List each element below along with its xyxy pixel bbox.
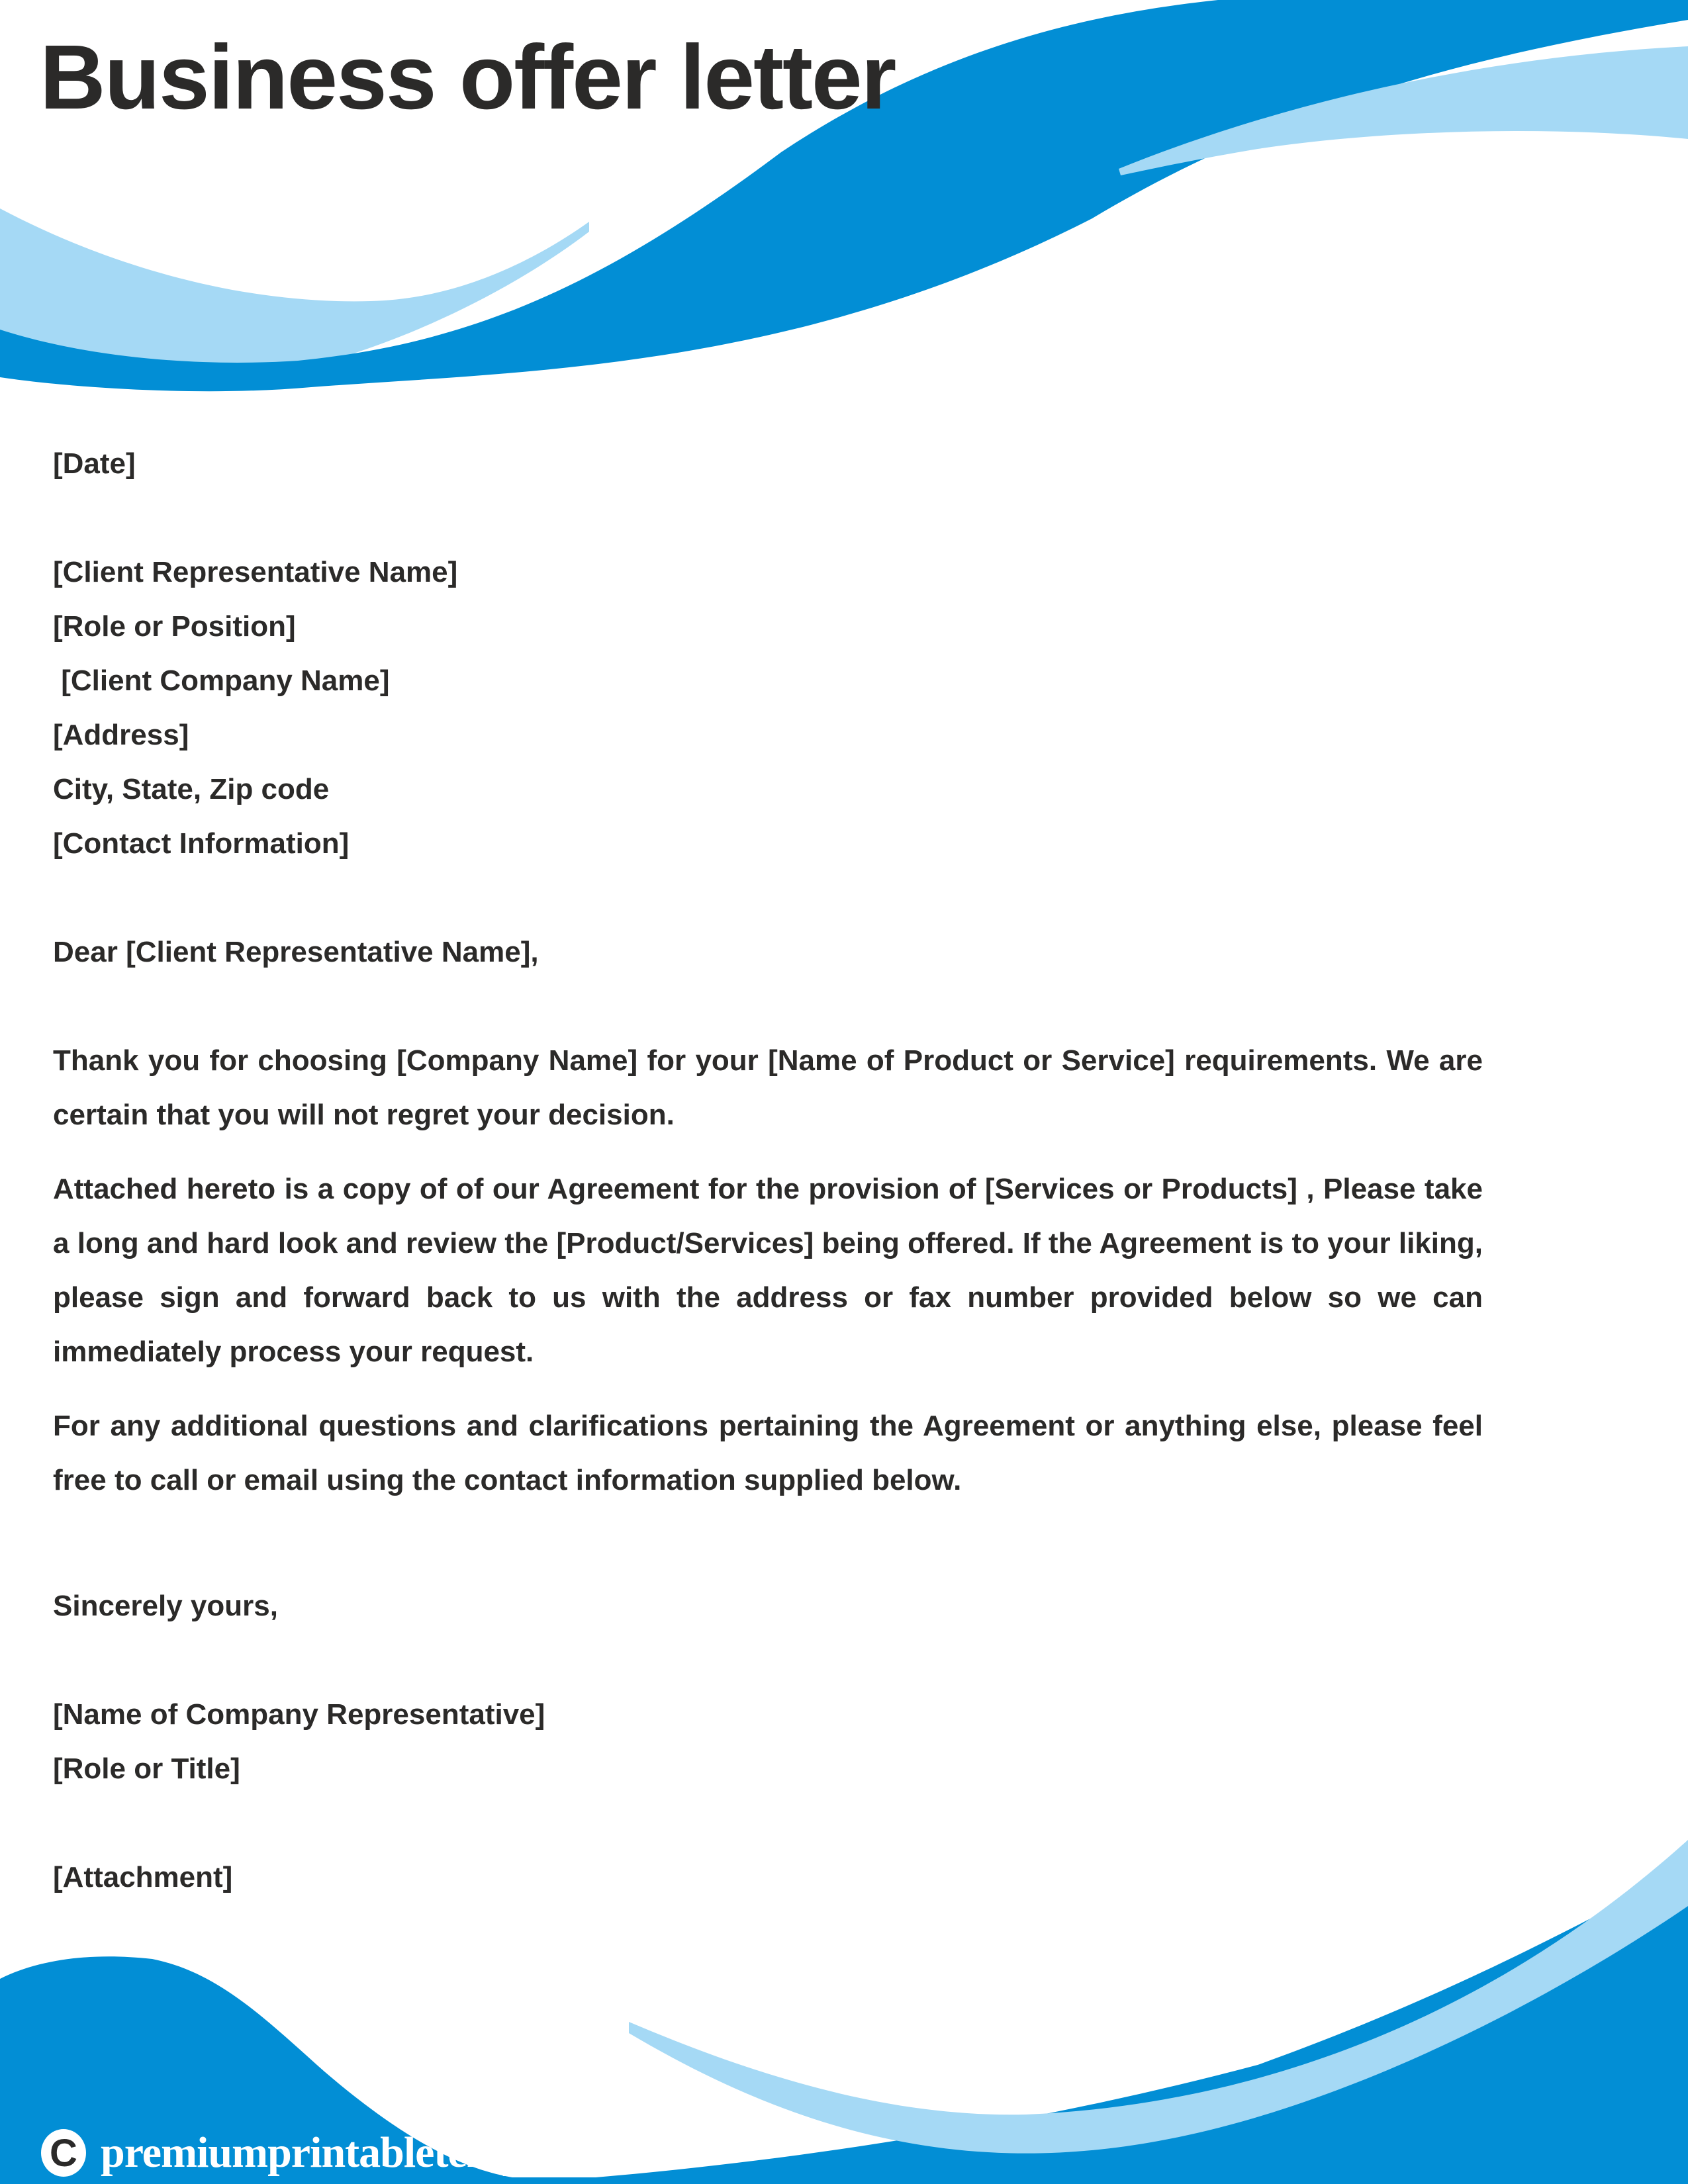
attachment-note: [Attachment] <box>53 1861 233 1893</box>
recipient-role: [Role or Position] <box>53 610 296 643</box>
copyright-icon: C <box>41 2129 86 2177</box>
bottom-strip <box>0 2177 1688 2184</box>
recipient-address: [Address] <box>53 719 189 751</box>
recipient-block <box>53 545 1483 871</box>
recipient-city-state-zip: City, State, Zip code <box>53 773 330 805</box>
body-paragraph: For any additional questions and clarifications pertaining the Agreement or anything else, please feel free to call or email using the contact information supplied below. <box>53 1410 1483 1496</box>
sender-name: [Name of Company Representative] <box>53 1698 545 1731</box>
document-title: Business offer letter <box>40 26 896 128</box>
recipient-company: [Client Company Name] <box>53 664 390 697</box>
recipient-contact: [Contact Information] <box>53 827 350 860</box>
letter-date: [Date] <box>53 447 136 480</box>
body-paragraph: Attached hereto is a copy of of our Agreement for the provision of [Services or Products] , Please take a long and hard look and review the [Product/Services] being offered. If the Agreement is to your liking, please sign and forward back to us with the address or fax number provided below so we can immediately process your request. <box>53 1173 1483 1368</box>
sender-role: [Role or Title] <box>53 1752 240 1785</box>
closing: Sincerely yours, <box>53 1590 278 1622</box>
recipient-name: [Client Representative Name] <box>53 556 458 588</box>
footer-branding <box>41 2128 693 2178</box>
salutation: Dear [Client Representative Name], <box>53 936 539 968</box>
website-link[interactable]: premiumprintabletemplates.com <box>101 2128 694 2177</box>
letter-body <box>53 437 1483 1905</box>
body-paragraph: Thank you for choosing [Company Name] for your [Name of Product or Service] requirements. We are certain that you will not regret your decision. <box>53 1044 1483 1131</box>
